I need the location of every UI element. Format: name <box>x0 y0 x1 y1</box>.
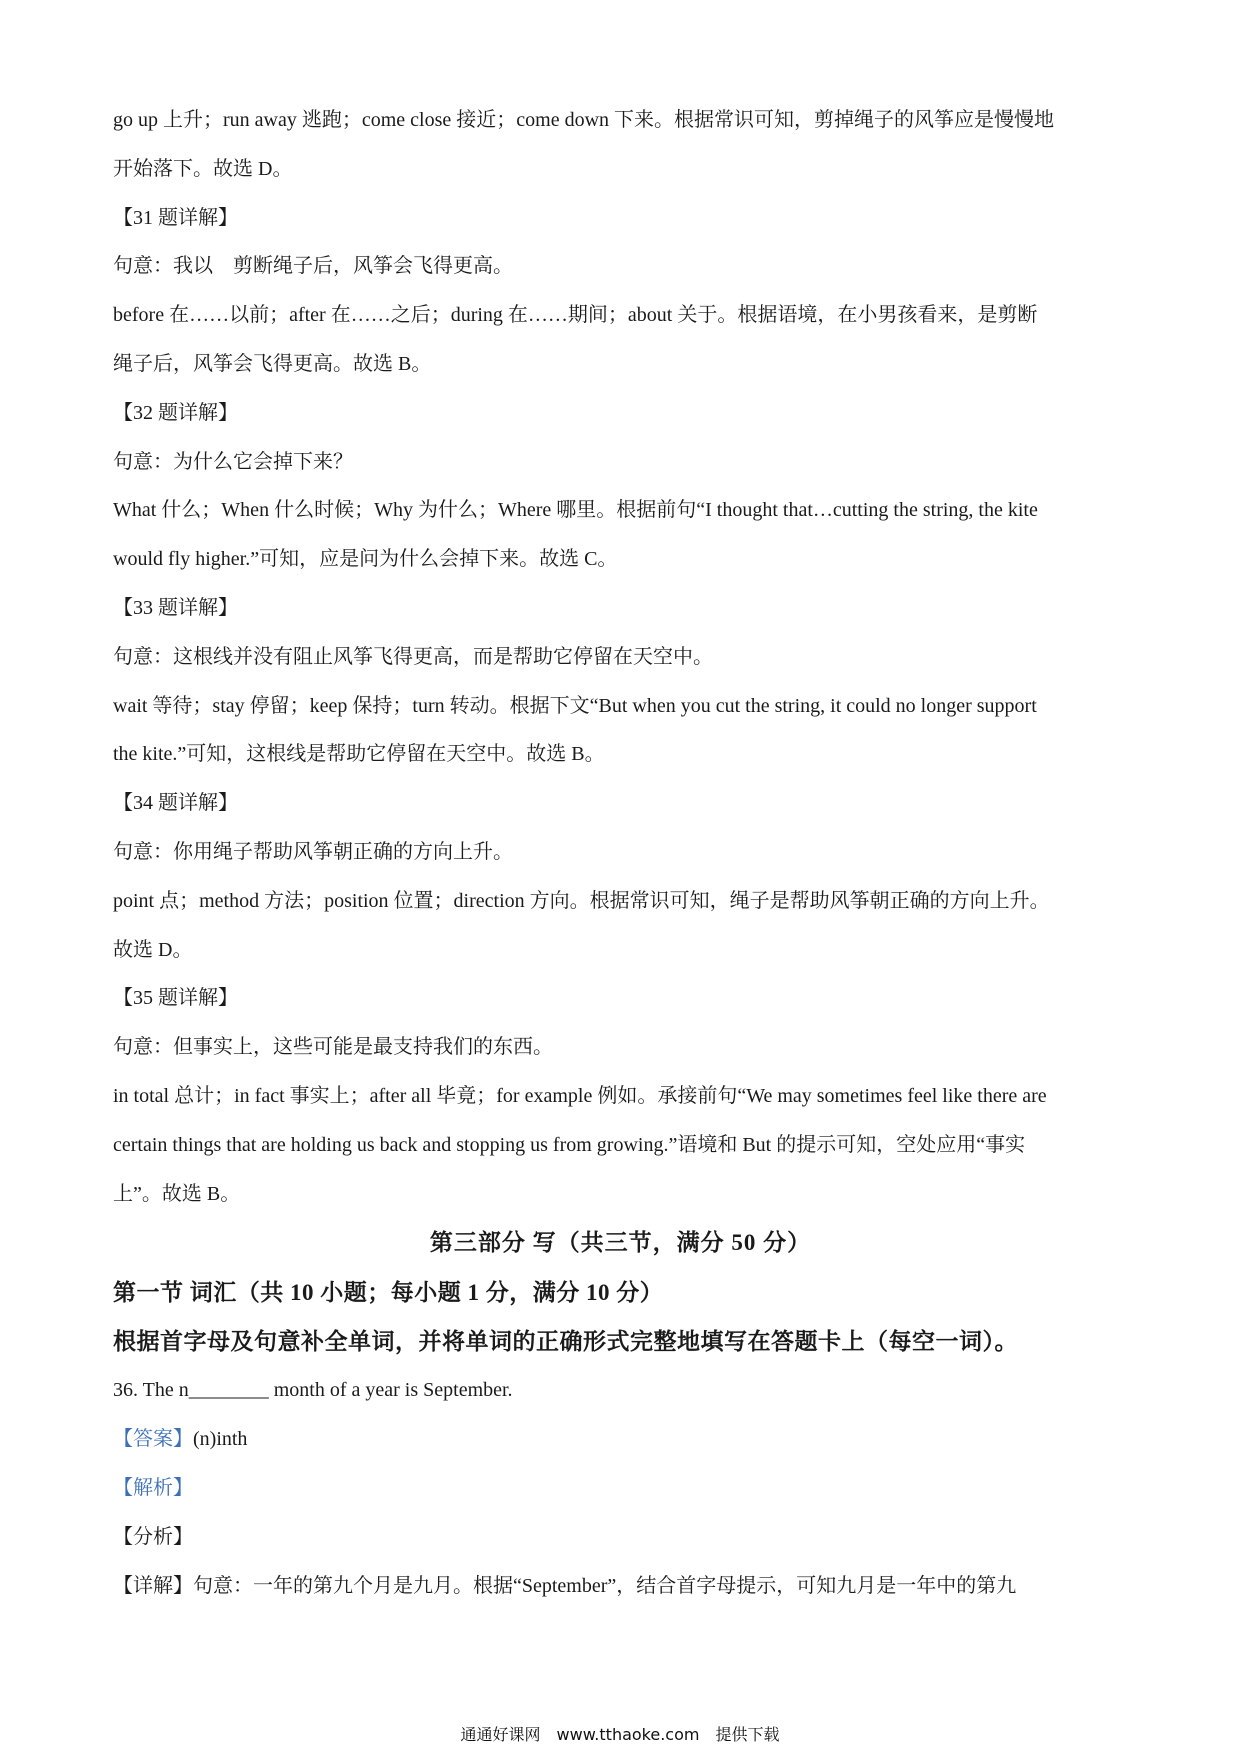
text-line: go up 上升；run away 逃跑；come close 接近；come down 下来。根据常识可知，剪掉绳子的风筝应是慢慢地 <box>113 109 1055 131</box>
text-line: 句意：这根线并没有阻止风筝飞得更高，而是帮助它停留在天空中。 <box>113 645 713 668</box>
section-instruction: 根据首字母及句意补全单词，并将单词的正确形式完整地填写在答题卡上（每空一词）。 <box>113 1329 1018 1355</box>
text-line: before 在……以前；after 在……之后；during 在……期间；about 关于。根据语境，在小男孩看来，是剪断 <box>113 304 1038 327</box>
text-line: 句意：我以 剪断绳子后，风筝会飞得更高。 <box>113 255 513 278</box>
text-line: wait 等待；stay 停留；keep 保持；turn 转动。根据下文“But when you cut the string, it could no longer support <box>113 694 1037 717</box>
text-line: would fly higher.”可知，应是问为什么会掉下来。故选 C。 <box>113 548 618 571</box>
text-line: 绳子后，风筝会飞得更高。故选 B。 <box>113 352 432 375</box>
section-instruction: 第一节 词汇（共 10 小题；每小题 1 分，满分 10 分） <box>113 1280 664 1306</box>
answer-label: 【答案】 <box>113 1428 193 1451</box>
text-line: certain things that are holding us back and stopping us from growing.”语境和 But 的提示可知，空处应用“事实 <box>113 1133 1026 1156</box>
text-line: 36. The n________ month of a year is September. <box>113 1379 513 1402</box>
section-heading: 【33 题详解】 <box>113 596 238 619</box>
fenxi-label: 【分析】 <box>113 1525 193 1548</box>
detail-line <box>113 1562 1128 1611</box>
text-line: 句意：但事实上，这些可能是最支持我们的东西。 <box>113 1036 553 1059</box>
section-heading: 【35 题详解】 <box>113 987 238 1010</box>
section-heading: 【32 题详解】 <box>113 401 238 424</box>
detail-label: 【详解】 <box>113 1574 193 1597</box>
text-line: 句意：为什么它会掉下来？ <box>113 450 353 473</box>
text-line: 上”。故选 B。 <box>113 1182 241 1205</box>
answer-line <box>113 1415 1128 1464</box>
section-heading: 【31 题详解】 <box>113 206 238 229</box>
text-line: in total 总计；in fact 事实上；after all 毕竟；for example 例如。承接前句“We may sometimes feel like there are <box>113 1084 1047 1107</box>
text-line: 句意：你用绳子帮助风筝朝正确的方向上升。 <box>113 840 513 863</box>
text-line: point 点；method 方法；position 位置；direction 方向。根据常识可知，绳子是帮助风筝朝正确的方向上升。 <box>113 889 1050 912</box>
detail-text: 句意：一年的第九个月是九月。根据“September”，结合首字母提示，可知九月是一年中的第九 <box>193 1574 1017 1597</box>
part-title: 第三部分 写（共三节，满分 50 分） <box>429 1230 812 1256</box>
section-heading: 【34 题详解】 <box>113 792 238 815</box>
page-footer: 通通好课网 www.tthaoke.com 提供下载 <box>460 1725 780 1744</box>
answer-value: (n)inth <box>193 1428 248 1451</box>
text-line: What 什么；When 什么时候；Why 为什么；Where 哪里。根据前句“I thought that…cutting the string, the kite <box>113 499 1038 522</box>
text-line: 开始落下。故选 D。 <box>113 157 293 180</box>
text-line: the kite.”可知，这根线是帮助它停留在天空中。故选 B。 <box>113 743 605 766</box>
text-line: 故选 D。 <box>113 938 193 961</box>
analysis-label: 【解析】 <box>113 1476 193 1499</box>
document-body <box>113 96 1128 1610</box>
